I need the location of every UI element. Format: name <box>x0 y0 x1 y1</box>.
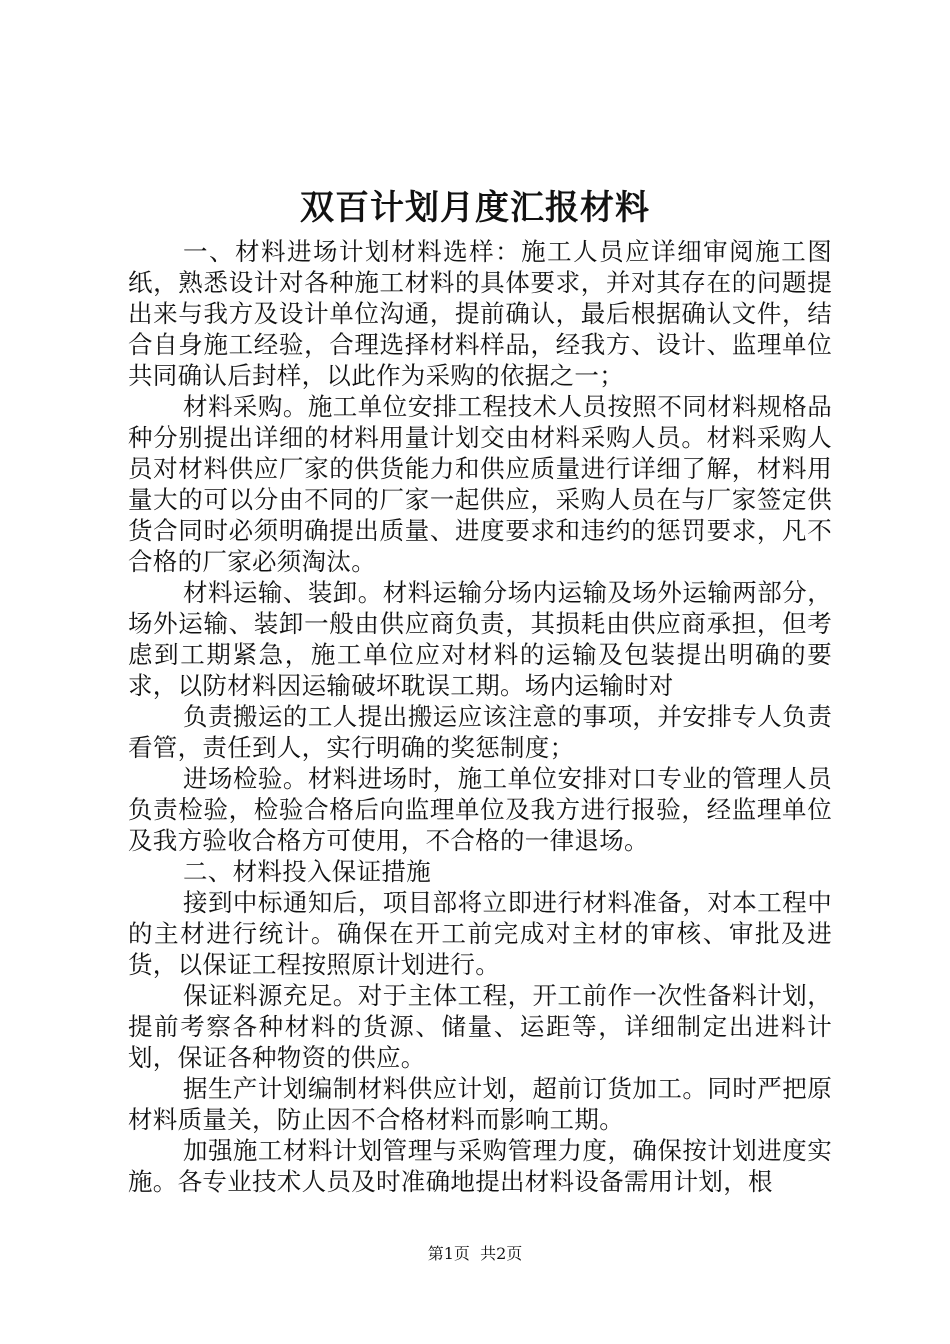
paragraph: 材料运输、装卸。材料运输分场内运输及场外运输两部分，场外运输、装卸一般由供应商负责，其损耗由供应商承担，但考虑到工期紧急，施工单位应对材料的运输及包装提出明确的要求，以防材料因运输破坏耽误工期。场内运输时对 <box>128 578 832 700</box>
page-footer <box>0 1243 950 1265</box>
paragraph: 一、材料进场计划材料选样：施工人员应详细审阅施工图纸，熟悉设计对各种施工材料的具体要求，并对其存在的问题提出来与我方及设计单位沟通，提前确认，最后根据确认文件，结合自身施工经验，合理选择材料样品，经我方、设计、监理单位共同确认后封样，以此作为采购的依据之一； <box>128 237 832 390</box>
paragraph: 据生产计划编制材料供应计划，超前订货加工。同时严把原材料质量关，防止因不合格材料而影响工期。 <box>128 1074 832 1134</box>
paragraph: 进场检验。材料进场时，施工单位安排对口专业的管理人员负责检验，检验合格后向监理单位及我方进行报验，经监理单位及我方验收合格方可使用，不合格的一律退场。 <box>128 764 832 855</box>
paragraph: 保证料源充足。对于主体工程，开工前作一次性备料计划，提前考察各种材料的货源、储量、运距等，详细制定出进料计划，保证各种物资的供应。 <box>128 981 832 1072</box>
document-body <box>128 236 832 1197</box>
paragraph: 负责搬运的工人提出搬运应该注意的事项，并安排专人负责看管，责任到人，实行明确的奖惩制度； <box>128 702 832 762</box>
section-heading: 二、材料投入保证措施 <box>183 857 431 886</box>
page-total: 共2页 <box>480 1244 523 1263</box>
paragraph: 接到中标通知后，项目部将立即进行材料准备，对本工程中的主材进行统计。确保在开工前完成对主材的审核、审批及进货，以保证工程按照原计划进行。 <box>128 888 832 979</box>
paragraph: 材料采购。施工单位安排工程技术人员按照不同材料规格品种分别提出详细的材料用量计划交由材料采购人员。材料采购人员对材料供应厂家的供货能力和供应质量进行详细了解，材料用量大的可以分由不同的厂家一起供应，采购人员在与厂家签定供货合同时必须明确提出质量、进度要求和违约的惩罚要求，凡不合格的厂家必须淘汰。 <box>128 392 832 576</box>
document-title: 双百计划月度汇报材料 <box>300 188 650 228</box>
page-number: 第1页 <box>427 1244 470 1263</box>
paragraph: 加强施工材料计划管理与采购管理力度，确保按计划进度实施。各专业技术人员及时准确地提出材料设备需用计划，根 <box>128 1136 832 1196</box>
